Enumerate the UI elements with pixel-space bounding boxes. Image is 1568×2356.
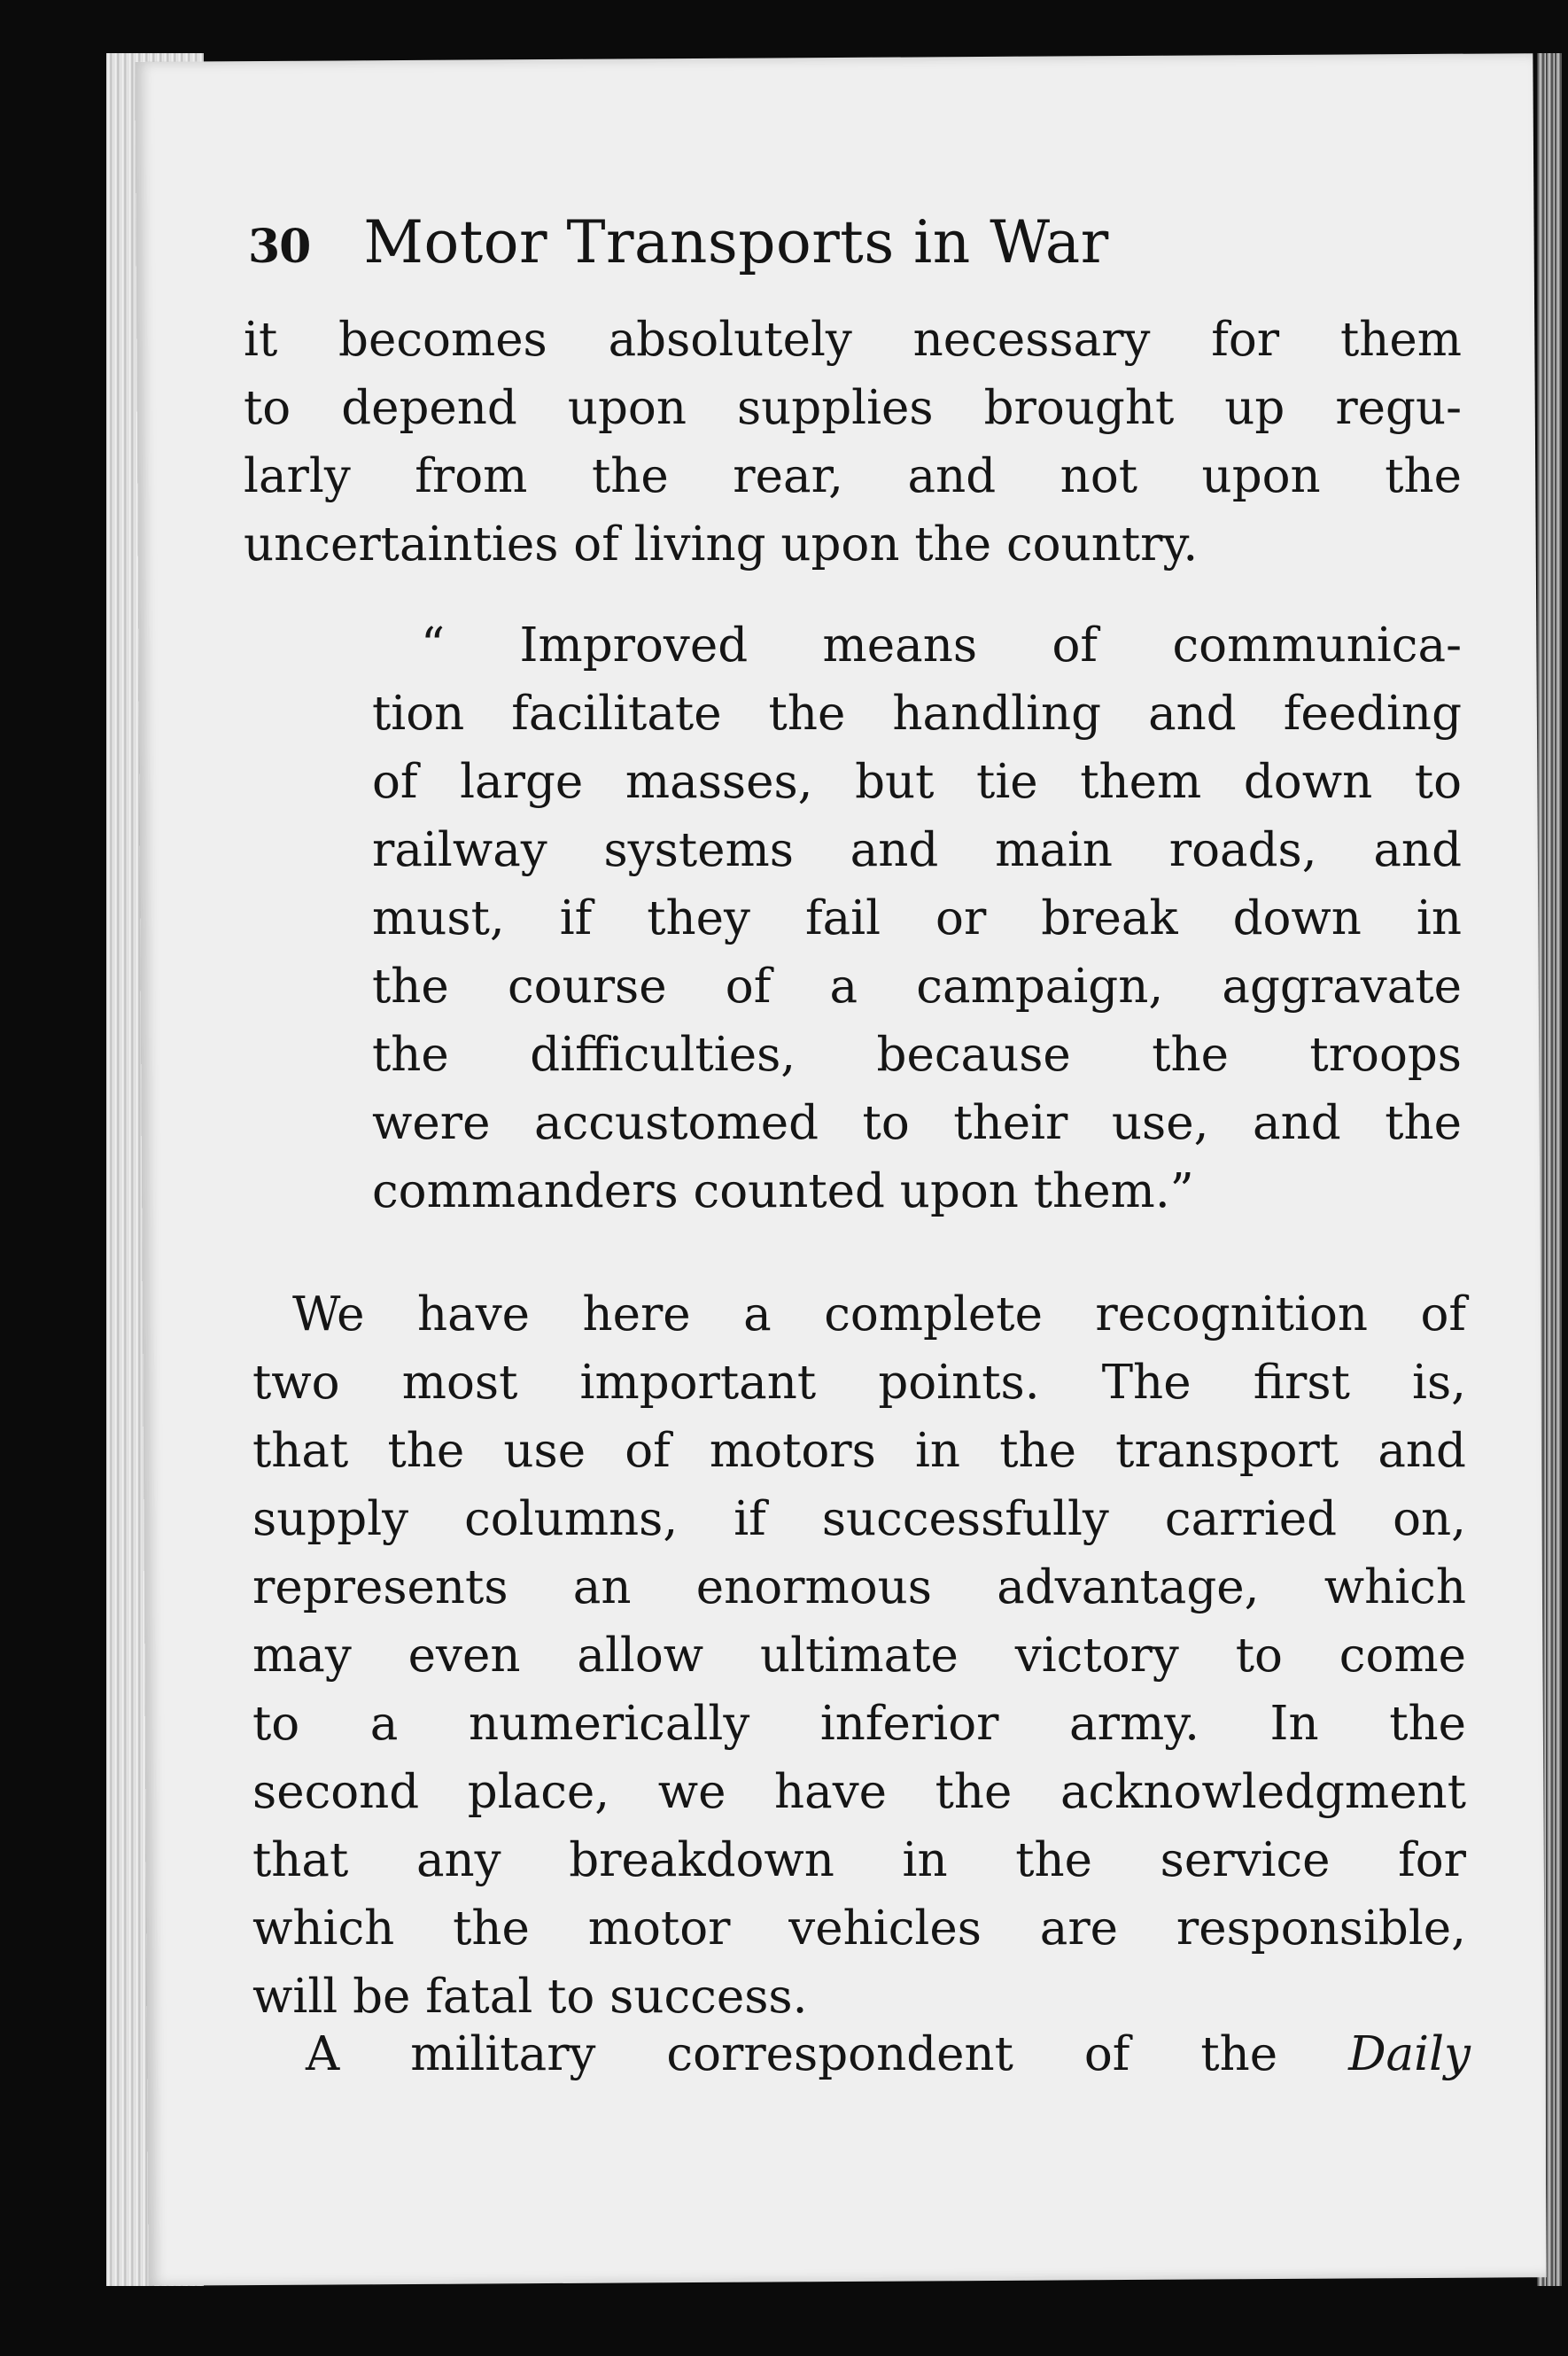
page-number: 30: [248, 220, 311, 274]
quote-line: tion facilitate the handling and feeding: [372, 687, 1462, 741]
text-line: [257, 2020, 1471, 2088]
text-line: larly from the rear, and not upon the: [244, 449, 1462, 503]
paragraph-2: [252, 1280, 1466, 2031]
paragraph-1: [244, 306, 1462, 579]
text-line: that any breakdown in the service for: [252, 1833, 1466, 1887]
paragraph-3-text: A military correspondent of the: [306, 2027, 1278, 2081]
text-line: to a numerically inferior army. In the: [252, 1697, 1466, 1751]
text-line: represents an enormous advantage, which: [252, 1560, 1466, 1614]
quote-line: were accustomed to their use, and the: [372, 1096, 1462, 1150]
text-line: it becomes absolutely necessary for them: [244, 313, 1462, 367]
text-line: uncertainties of living upon the country.: [244, 517, 1199, 572]
quote-line: “ Improved means of communica-: [421, 618, 1462, 673]
text-line: supply columns, if successfully carried on,: [252, 1492, 1466, 1546]
quote-line: of large masses, but tie them down to: [372, 755, 1462, 809]
text-line: may even allow ultimate victory to come: [252, 1629, 1466, 1683]
text-line: which the motor vehicles are responsible,: [252, 1901, 1466, 1956]
quote-line: the course of a campaign, aggravate: [372, 960, 1462, 1014]
text-line: We have here a complete recognition of: [292, 1287, 1466, 1341]
paragraph-3: [257, 2020, 1471, 2088]
text-line: will be fatal to success.: [252, 1970, 808, 2024]
block-quote: [372, 611, 1462, 1225]
quote-line: the difficulties, because the troops: [372, 1028, 1462, 1082]
quote-line: must, if they fail or break down in: [372, 891, 1462, 945]
page-title: Motor Transports in War: [363, 208, 1109, 276]
text-line: two most important points. The first is,: [252, 1356, 1466, 1410]
paragraph-3-italic: Daily: [1348, 2027, 1471, 2081]
running-head: [248, 208, 1109, 288]
text-line: second place, we have the acknowledgment: [252, 1765, 1466, 1819]
text-line: that the use of motors in the transport and: [252, 1424, 1466, 1478]
text-line: to depend upon supplies brought up regu-: [244, 381, 1462, 435]
quote-line: railway systems and main roads, and: [372, 823, 1462, 877]
quote-line: commanders counted upon them.”: [372, 1164, 1194, 1218]
